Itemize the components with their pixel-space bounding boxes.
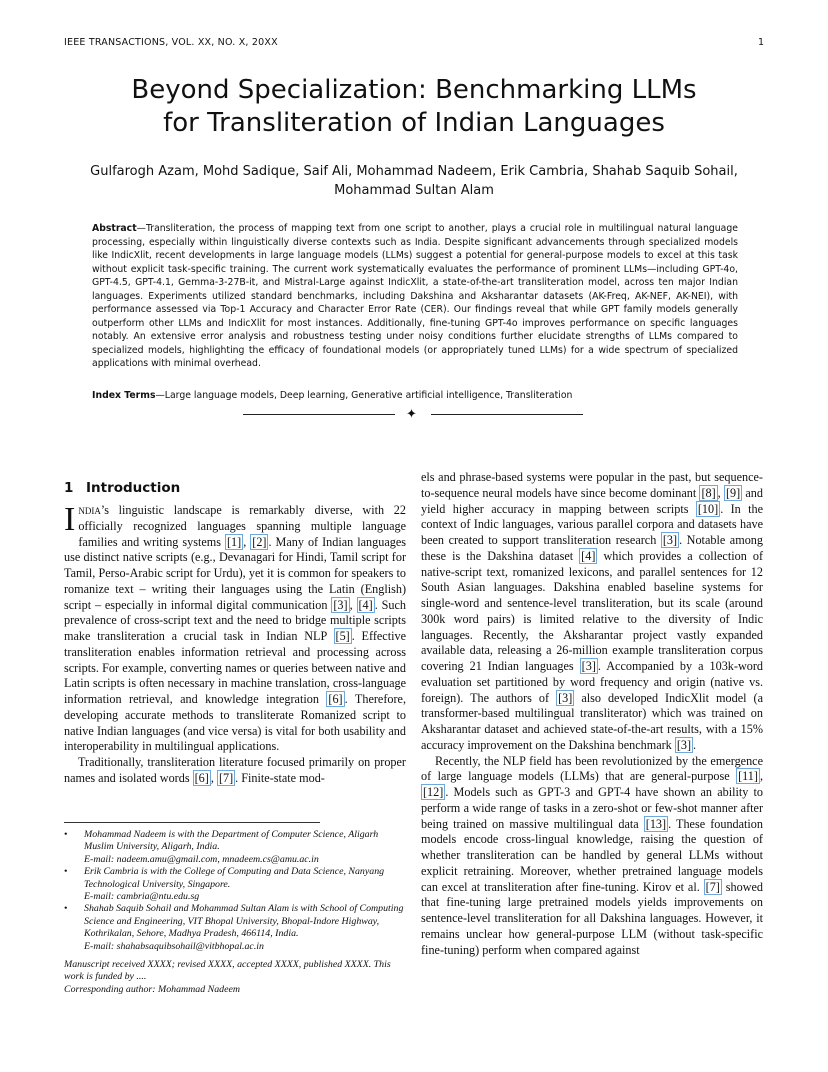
- index-terms: [92, 389, 738, 402]
- divider-line-right: [431, 414, 583, 415]
- citation-link[interactable]: [3]: [676, 737, 692, 752]
- citation-link[interactable]: [13]: [645, 816, 667, 831]
- text-run: ,: [243, 534, 251, 549]
- citation-link[interactable]: [3]: [581, 659, 596, 673]
- citation-link[interactable]: [10]: [697, 501, 719, 516]
- citation-link[interactable]: [3]: [558, 690, 573, 705]
- title-line-2: for Transliteration of Indian Languages: [163, 108, 665, 138]
- text-run: ,: [717, 485, 724, 500]
- text-run: . Therefore, developing accurate methods to transliterate Romanized script to native Indian languages (and vice versa) is vital for both usability and interoperability in multilingual applications.: [64, 692, 406, 754]
- citation-link[interactable]: [4]: [581, 548, 596, 563]
- text-run: and yield higher accuracy in mapping between scripts: [421, 485, 763, 516]
- footnote-email: E-mail: nadeem.amu@gmail.com, mnadeem.cs@amu.ac.in: [84, 853, 319, 865]
- section-title: Introduction: [86, 480, 181, 496]
- index-terms-text: —Large language models, Deep learning, Generative artificial intelligence, Transliteration: [155, 390, 573, 401]
- diamond-ornament-icon: ✦: [406, 406, 417, 421]
- section-heading: [64, 480, 406, 497]
- title-line-1: Beyond Specialization: Benchmarking LLMs: [131, 75, 697, 105]
- footnote-affiliation: Erik Cambria is with the College of Computing and Data Science, Nanyang Technological University, Singapore.: [84, 866, 385, 890]
- text-run: . Notable among these is the Dakshina dataset: [421, 533, 763, 563]
- section-divider: [243, 406, 583, 421]
- citation-link[interactable]: [3]: [662, 533, 678, 547]
- affiliation-footnote: [64, 866, 406, 903]
- smallcaps-word: ndia: [78, 503, 101, 517]
- text-run: Recently, the NLP field has been revolutionized by the emergence of large language models (LLMs) that are general-purpose: [421, 753, 763, 784]
- text-run: ,: [210, 770, 217, 785]
- intro-paragraph-3: [421, 470, 763, 754]
- citation-link[interactable]: [7]: [218, 770, 234, 785]
- section-number: 1: [64, 480, 74, 496]
- bullet-icon: •: [64, 903, 68, 915]
- citation-link[interactable]: [12]: [423, 785, 444, 799]
- footnotes: [64, 829, 406, 996]
- text-run: ,: [349, 597, 357, 612]
- citation-link[interactable]: [6]: [328, 692, 343, 706]
- text-run: showed that fine-tuning large pretrained models yields improvements on sentence-level transliteration for all Dakshina languages. However, it remains unclear how general-purpose LLM (without task-specific fine-tuning) perform when compared against: [421, 879, 763, 957]
- affiliation-footnote: [64, 829, 406, 866]
- page-number: 1: [757, 37, 764, 48]
- affiliation-list: [64, 829, 406, 953]
- text-run: . Accompanied by a 103k-word evaluation set partitioned by word frequency and origin (native vs. foreign). The authors of: [421, 659, 763, 705]
- text-run: ’s linguistic landscape is remarkably diverse, with 22 officially recognized languages spanning multiple language families and writing systems: [78, 503, 406, 549]
- text-run: . Many of Indian languages use distinct native scripts (e.g., Devanagari for Hindi, Tamil script for Tamil, Perso-Arabic script for Urdu), yet it is common for speakers to romanize text – writing their languages using the Latin (English) script – especially in informal digital communication: [64, 534, 406, 612]
- footnote-rule: [64, 822, 320, 823]
- citation-link[interactable]: [5]: [335, 629, 350, 643]
- intro-paragraph-4: [421, 754, 763, 959]
- citation-link[interactable]: [11]: [738, 769, 758, 784]
- text-run: . Such prevalence of cross-script text and the need to bridge multiple scripts make transliteration a crucial task in Indian NLP: [64, 597, 407, 643]
- dropcap: I: [64, 501, 76, 538]
- corresponding-author: Corresponding author: Mohammad Nadeem: [64, 983, 241, 995]
- footnote-affiliation: Shahab Saquib Sohail and Mohammad Sultan Alam is with School of Computing Science and Engineering, VIT Bhopal University, Bhopal-Indore Highway, Kothrikalan, Sehore, Madhya Pradesh, 466114, India.: [84, 903, 404, 940]
- abstract-text: —Transliteration, the process of mapping text from one script to another, plays a crucial role in multilingual natural language processing, especially within linguistically diverse contexts such as India. Despite significant advancements through specialized models like IndicXlit, recent developments in large language models (LLMs) suggest a potential for general-purpose models to excel at this task without explicit task-specific training. The current work systematically evaluates the performance of prominent LLMs—including GPT-4o, GPT-4.5, GPT-4.1, Gemma-3-27B-it, and Mistral-Large against IndicXlit, a state-of-the-art transliteration model, across ten major Indian languages. Experiments utilized standard benchmarks, including Dakshina and Aksharantar datasets (AK-Freq, AK-NEF, AK-NEI), with performance assessed via Top-1 Accuracy and Character Error Rate (CER). Our findings reveal that while GPT family models generally outperform other LLMs and IndicXlit for most instances. Additionally, fine-tuning GPT-4o improves performance on specific languages notably. An extensive error analysis and robustness testing under noisy conditions further elucidate strengths of LLMs compared to specialized models, highlighting the efficacy of foundational models (or appropriately tuned LLMs) for a wide spectrum of specialized applications with minimal overhead.: [92, 223, 738, 370]
- citation-link[interactable]: [4]: [358, 597, 373, 612]
- divider-line-left: [243, 414, 395, 415]
- footnote-affiliation: Mohammad Nadeem is with the Department of Computer Science, Aligarh Muslim University, Aligarh, India.: [84, 829, 379, 853]
- left-column: [64, 480, 406, 787]
- abstract-label: Abstract: [92, 223, 137, 234]
- footnote-email: E-mail: cambria@ntu.edu.sg: [84, 891, 200, 903]
- text-run: . Effective transliteration enables information retrieval and processing across scripts. For example, converting names or queries between native and Latin scripts is often necessary in machine translation, cross-language information retrieval, and knowledge integration: [64, 629, 406, 706]
- text-run: Traditionally, transliteration literature focused primarily on proper names and isolated words: [64, 755, 406, 785]
- abstract: [92, 222, 738, 371]
- text-run: also developed IndicXlit model (a transformer-based multilingual transliterator) which was trained on Aksharantar dataset and achieved state-of-the-art results, with a 15% accuracy improvement on the Dakshina benchmark: [421, 690, 763, 752]
- citation-link[interactable]: [1]: [227, 534, 242, 549]
- intro-paragraph-1: [64, 503, 406, 755]
- citation-link[interactable]: [6]: [194, 770, 209, 785]
- text-run: . Finite-state mod-: [235, 770, 325, 785]
- bullet-icon: •: [64, 866, 68, 878]
- text-run: . Models such as GPT-3 and GPT-4 have shown an ability to perform a wide range of tasks in a zero-shot or few-shot manner after being trained on massive multilingual data: [421, 785, 763, 831]
- text-run: ,: [759, 769, 763, 784]
- text-run: which provides a collection of native-script text, romanized lexicons, and parallel sentences for 12 South Asian languages. Dakshina enabled baseline systems for single-word and sentence-level transliteration, but its scale (around 300k word pairs) is limited relative to the diversity of Indic languages. Recently, the Aksharantar project vastly expanded available data, releasing a 26-million example transliteration corpus covering 21 Indian languages: [421, 548, 763, 673]
- right-column: [421, 470, 763, 958]
- citation-link[interactable]: [3]: [333, 597, 348, 612]
- citation-link[interactable]: [9]: [725, 485, 741, 500]
- bullet-icon: •: [64, 829, 68, 840]
- running-head: IEEE TRANSACTIONS, VOL. XX, NO. X, 20XX: [64, 37, 278, 48]
- citation-link[interactable]: [8]: [701, 485, 716, 500]
- text-run: . These foundation models encode cross-lingual knowledge, raising the question of whether transliteration can be handled by general LLMs without explicit retraining. Moreover, whether pretrained language models can excel at transliteration after fine-tuning. Kirov et al.: [421, 816, 763, 894]
- intro-paragraph-2: [64, 755, 406, 787]
- text-run: . In the context of Indic languages, various parallel corpora and datasets have been created to support transliteration research: [421, 501, 763, 547]
- manuscript-note: Manuscript received XXXX; revised XXXX, accepted XXXX, published XXXX. This work is funded by ....: [64, 959, 391, 983]
- affiliation-footnote: [64, 903, 406, 953]
- paper-title: [64, 74, 764, 140]
- index-terms-label: Index Terms: [92, 390, 156, 401]
- text-run: .: [693, 737, 697, 752]
- citation-link[interactable]: [7]: [705, 879, 720, 894]
- citation-link[interactable]: [2]: [252, 534, 267, 549]
- author-list: Gulfarogh Azam, Mohd Sadique, Saif Ali, Mohammad Nadeem, Erik Cambria, Shahab Saquib Sohail, Mohammad Sultan Alam: [90, 164, 738, 198]
- footnote-email: E-mail: shahabsaquibsohail@vitbhopal.ac.in: [84, 940, 264, 952]
- text-run: els and phrase-based systems were popular in the past, but sequence-to-sequence neural models have since become dominant: [421, 470, 763, 500]
